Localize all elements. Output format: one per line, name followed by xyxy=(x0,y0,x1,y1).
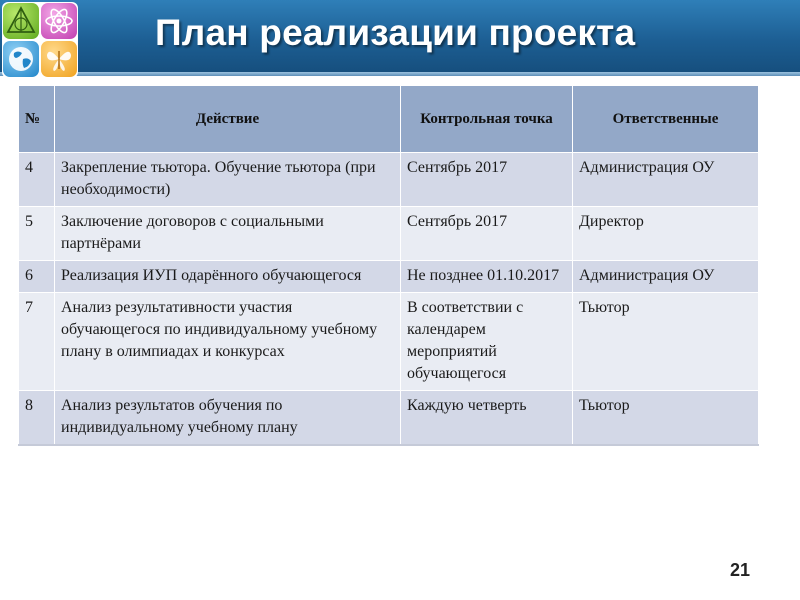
cell-action: Анализ результатов обучения по индивидуальному учебному плану xyxy=(55,391,401,446)
cell-responsible: Администрация ОУ xyxy=(573,261,759,293)
column-header-num: № xyxy=(19,86,55,153)
column-header-responsible: Ответственные xyxy=(573,86,759,153)
table-row xyxy=(19,261,759,293)
butterfly-icon xyxy=(41,41,77,77)
cell-action: Закрепление тьютора. Обучение тьютора (при необходимости) xyxy=(55,153,401,207)
page-number: 21 xyxy=(730,560,751,580)
cell-checkpoint: Каждую четверть xyxy=(401,391,573,446)
cell-num: 4 xyxy=(19,153,55,207)
page-title: План реализации проекта xyxy=(155,12,636,53)
cell-action: Анализ результативности участия обучающегося по индивидуальному учебному плану в олимпиадах и конкурсах xyxy=(55,293,401,391)
logo xyxy=(2,2,78,78)
table-header-row xyxy=(19,86,759,153)
cell-num: 5 xyxy=(19,207,55,261)
table-row xyxy=(19,207,759,261)
table-row xyxy=(19,391,759,446)
cell-checkpoint: Не позднее 01.10.2017 xyxy=(401,261,573,293)
geometry-icon xyxy=(3,3,39,39)
atom-icon xyxy=(41,3,77,39)
plan-table xyxy=(18,85,759,446)
column-header-action: Действие xyxy=(55,86,401,153)
cell-num: 6 xyxy=(19,261,55,293)
cell-num: 7 xyxy=(19,293,55,391)
cell-responsible: Администрация ОУ xyxy=(573,153,759,207)
globe-icon xyxy=(3,41,39,77)
table-row xyxy=(19,293,759,391)
cell-action: Реализация ИУП одарённого обучающегося xyxy=(55,261,401,293)
column-header-checkpoint: Контрольная точка xyxy=(401,86,573,153)
table-row xyxy=(19,153,759,207)
cell-responsible: Тьютор xyxy=(573,293,759,391)
header-divider xyxy=(0,72,800,76)
cell-responsible: Тьютор xyxy=(573,391,759,446)
cell-checkpoint: Сентябрь 2017 xyxy=(401,153,573,207)
cell-num: 8 xyxy=(19,391,55,446)
cell-checkpoint: В соответствии с календарем мероприятий обучающегося xyxy=(401,293,573,391)
cell-checkpoint: Сентябрь 2017 xyxy=(401,207,573,261)
cell-action: Заключение договоров с социальными партнёрами xyxy=(55,207,401,261)
cell-responsible: Директор xyxy=(573,207,759,261)
